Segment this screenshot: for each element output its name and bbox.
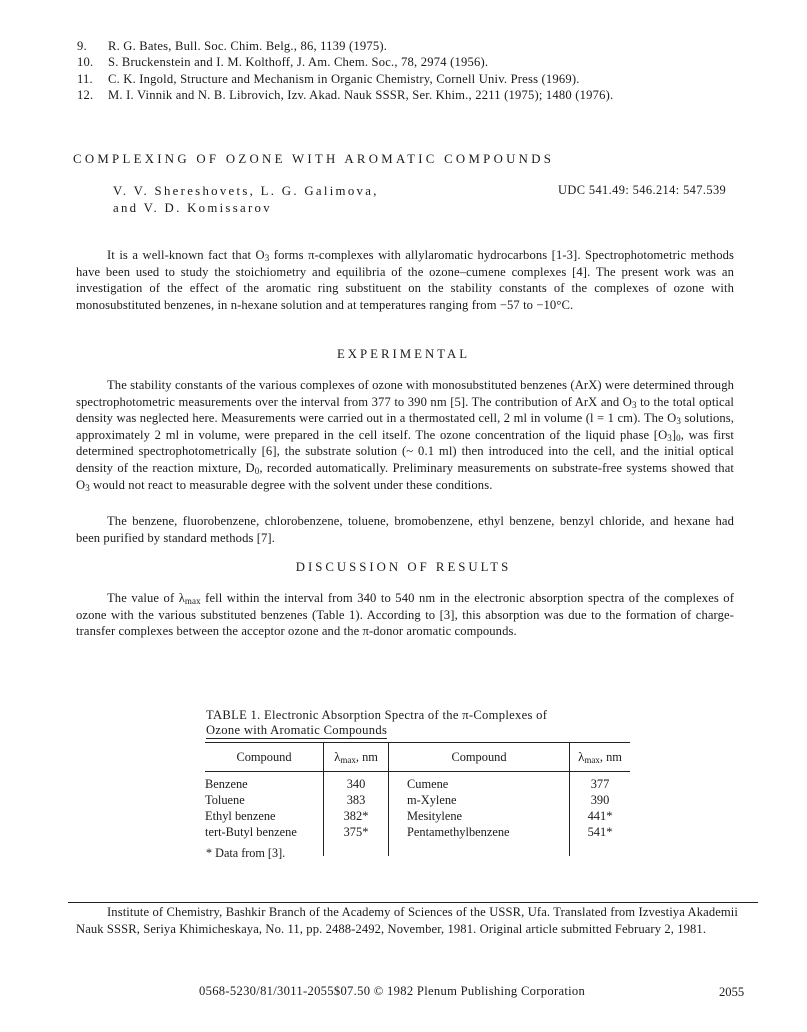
text-run: λ [334, 749, 341, 764]
article-title: COMPLEXING OF OZONE WITH AROMATIC COMPOUNDS [73, 152, 555, 166]
cell-compound: m-Xylene [389, 792, 570, 808]
reference-number: 10. [77, 55, 94, 70]
reference-text: S. Bruckenstein and I. M. Kolthoff, J. Am. Chem. Soc., 78, 2974 (1956). [108, 55, 489, 70]
discussion-paragraph [76, 590, 734, 640]
author-list [113, 183, 379, 217]
cell-compound: Pentamethylbenzene [389, 824, 570, 856]
cell-value: 382* [324, 808, 389, 824]
cell-value: 383 [324, 792, 389, 808]
subscript: 3 [632, 399, 637, 410]
reference-text: C. K. Ingold, Structure and Mechanism in Organic Chemistry, Cornell Univ. Press (1969). [108, 71, 580, 86]
reference-text: M. I. Vinnik and N. B. Librovich, Izv. Akad. Nauk SSSR, Ser. Khim., 2211 (1975); 1480 (1976). [108, 87, 614, 102]
text-run: The stability constants of the various complexes of ozone with monosubstituted benzenes (ArX) were determined through spectrophotometric measurements over the interval from 377 to 390 nm [5]. The contribution of ArX and O [76, 378, 734, 409]
intro-paragraph [76, 247, 734, 313]
column-header-compound: Compound [389, 743, 570, 772]
text-run: fell within the interval from 340 to 540 nm in the electronic absorption spectra of the complexes of ozone with the various substituted benzenes (Table 1). According to [3], this absorption was due to the formation of charge-transfer complexes between the acceptor ozone and the π-donor aromatic compounds. [76, 591, 734, 639]
caption-line-2: Ozone with Aromatic Compounds [206, 723, 388, 737]
reference-item [77, 87, 613, 103]
udc-code: UDC 541.49: 546.214: 547.539 [558, 183, 727, 197]
section-heading-experimental: EXPERIMENTAL [336, 347, 471, 361]
cell-compound: Benzene [205, 777, 248, 791]
subscript: max [584, 755, 600, 765]
cell-value: 375* [324, 824, 389, 856]
experimental-paragraph-1 [76, 377, 734, 493]
text-run: would not react to measurable degree with the solvent under these conditions. [89, 477, 493, 492]
table-header-row [205, 743, 630, 772]
table-caption [206, 708, 626, 739]
subscript: 3 [85, 482, 90, 493]
subscript: max [184, 596, 201, 606]
reference-number: 9. [77, 39, 87, 53]
table-row [205, 808, 630, 824]
section-heading-discussion: DISCUSSION OF RESULTS [295, 560, 512, 574]
reference-number: 11. [77, 71, 93, 86]
reference-item [77, 38, 613, 54]
cell-compound: Mesitylene [389, 808, 570, 824]
cell-value: 541* [570, 824, 631, 856]
text-run: It is a well-known fact that O [107, 248, 265, 262]
authors-line-2: and V. D. Komissarov [113, 201, 272, 215]
text-run: , recorded automatically. Preliminary measurements on substrate-free systems showed that O [76, 460, 734, 492]
table-row [205, 792, 630, 808]
table-footnote: * Data from [3]. [206, 846, 286, 860]
subscript: 0 [676, 432, 681, 443]
subscript: max [340, 755, 356, 765]
subscript: 3 [667, 432, 672, 443]
text-run: ] [671, 427, 677, 442]
authors-line-1: V. V. Shereshovets, L. G. Galimova, [113, 184, 379, 198]
reference-list [77, 38, 613, 103]
column-header-lambda [324, 743, 389, 772]
affiliation-note: Institute of Chemistry, Bashkir Branch of the Academy of Sciences of the USSR, Ufa. Translated from Izvestiya Akademii Nauk SSSR, Seriya Khimicheskaya, No. 11, pp. 2488-2492, November, 1981. Original article submitted February 2, 1981. [76, 905, 738, 936]
text-run: solutions, approximately 2 ml in volume, were prepared in the cell itself. The ozone concentration of the liquid phase [O [76, 411, 734, 442]
text-run: The value of λ [107, 591, 185, 605]
subscript: 3 [264, 253, 270, 263]
text-run: forms π-complexes with allylaromatic hydrocarbons [1-3]. Spectrophotometric methods have been used to study the stoichiometry and equilibria of the ozone–cumene complexes [4]. The present work was an investigation of the effect of the aromatic ring substituent on the stability constants of the complexes of ozone with monosubstituted benzenes, in n-hexane solution and at temperatures ranging from −57 to −10°C. [76, 248, 734, 312]
text-run: , nm [599, 750, 622, 764]
reference-item [77, 71, 613, 87]
cell-value: 390 [570, 792, 631, 808]
reference-item [77, 54, 613, 70]
subscript: 3 [676, 416, 681, 427]
data-table [205, 742, 630, 856]
cell-compound: tert-Butyl benzene [205, 825, 297, 839]
column-header-lambda [570, 743, 631, 772]
cell-value: 340 [324, 772, 389, 793]
reference-number: 12. [77, 87, 94, 102]
table-row [205, 772, 630, 793]
text-run: to the total optical density was neglected here. Measurements were carried out in a thermostated cell, 2 ml in volume (l = 1 cm). The O [76, 394, 735, 426]
cell-compound: Toluene [205, 793, 245, 807]
text-run: , was first determined spectrophotometrically [6], the substrate solution (~ 0.1 ml) then introduced into the cell, and the initial optical density of the reaction mixture, D [76, 427, 734, 475]
cell-compound: Ethyl benzene [205, 809, 276, 823]
text-run: , nm [355, 750, 378, 764]
cell-compound: Cumene [389, 772, 570, 793]
copyright-line: 0568-5230/81/3011-2055$07.50 © 1982 Plenum Publishing Corporation [199, 984, 586, 998]
subscript: 0 [254, 465, 260, 476]
cell-value: 441* [570, 808, 631, 824]
footer-divider [68, 902, 758, 903]
cell-value: 377 [570, 772, 631, 793]
experimental-paragraph-2: The benzene, fluorobenzene, chlorobenzene, toluene, bromobenzene, ethyl benzene, benzyl chloride, and hexane had been purified by standard methods [7]. [76, 514, 734, 545]
column-header-compound: Compound [205, 743, 324, 772]
text-run: λ [578, 749, 585, 764]
caption-line-1: TABLE 1. Electronic Absorption Spectra of the π-Complexes of [206, 708, 548, 722]
reference-text: R. G. Bates, Bull. Soc. Chim. Belg., 86, 1139 (1975). [108, 39, 388, 53]
page-number: 2055 [719, 985, 745, 999]
